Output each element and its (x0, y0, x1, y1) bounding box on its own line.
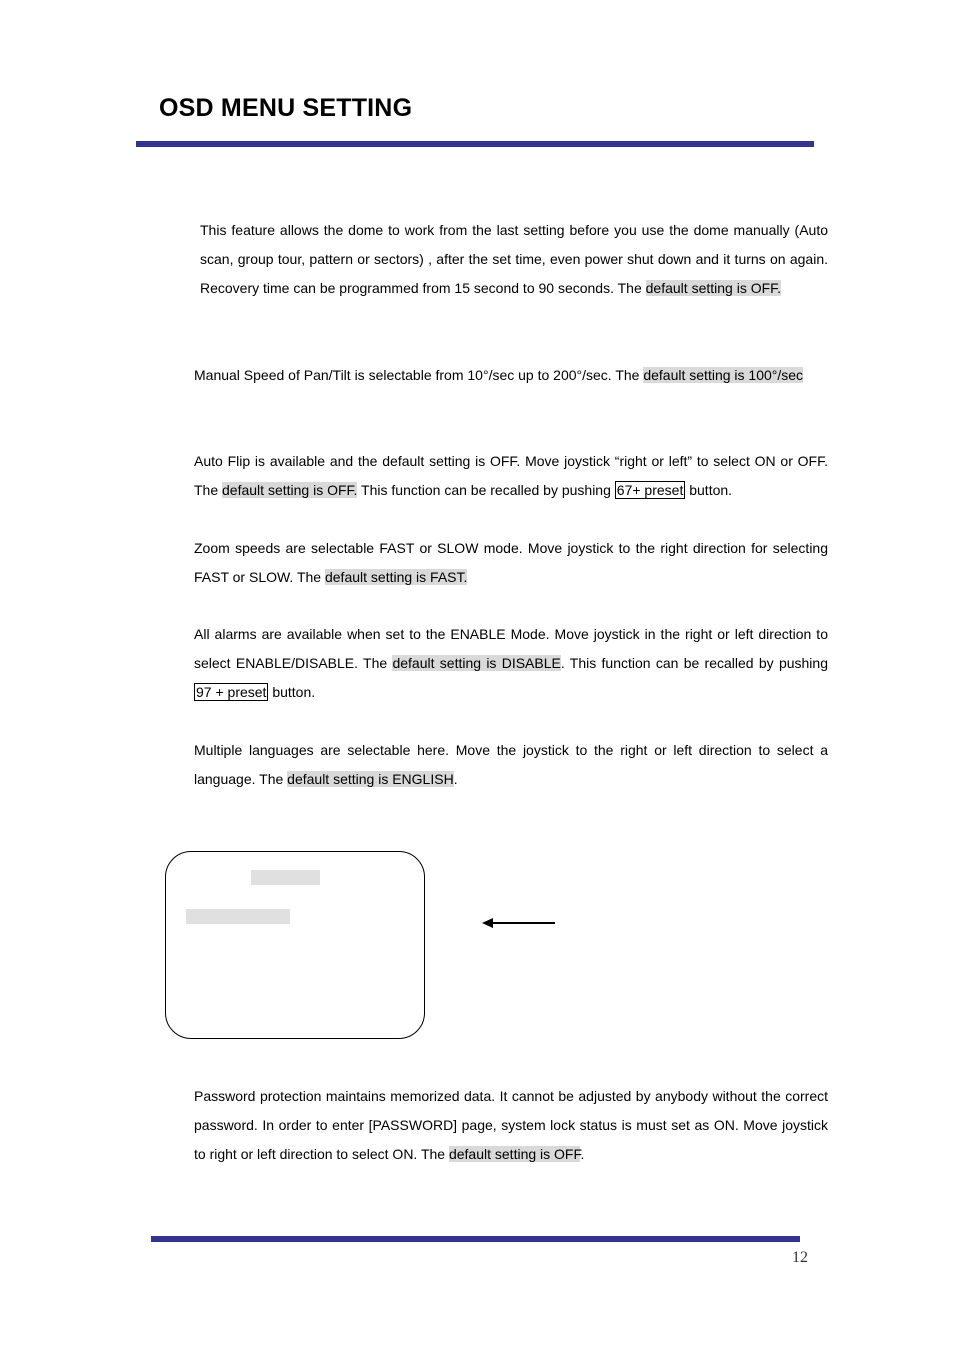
default-setting-highlight: default setting is DISABLE (392, 654, 561, 671)
section-recovery-text (200, 216, 828, 302)
text-run: Zoom speeds are selectable FAST or SLOW mode. Move joystick to the right direction for selecting FAST or SLOW. The (194, 540, 828, 585)
preset-command-box: 67+ preset (616, 481, 684, 498)
section-alarm-text (194, 620, 828, 706)
text-run: All alarms are available when set to the ENABLE Mode. Move joystick in the right or left direction to select ENABLE/DISABLE. The (194, 626, 828, 671)
osd-screen-illustration (165, 851, 425, 1039)
section-language-text (194, 736, 828, 794)
text-run: . (453, 770, 458, 787)
default-setting-highlight: default setting is OFF. (222, 481, 358, 498)
text-run: button. (685, 481, 733, 498)
text-run: This function can be recalled by pushing (357, 481, 615, 498)
osd-highlight-bar (186, 909, 290, 924)
text-run: Multiple languages are selectable here. Move the joystick to the right or left direction to select a language. The (194, 742, 828, 787)
text-run: Password protection maintains memorized data. It cannot be adjusted by anybody without the correct password. In order to enter [PASSWORD] page, system lock status is must set as ON. Move joystick to right or left direction to select ON. The (194, 1088, 828, 1162)
section-password-text (194, 1082, 828, 1168)
header-rule (136, 141, 814, 147)
section-zoom-speed-text (194, 534, 828, 592)
footer-rule (151, 1236, 800, 1242)
preset-command-box: 97 + preset (196, 683, 267, 700)
text-run: Auto Flip is available and the default setting is OFF. Move joystick “right or left” to select ON or OFF. The (194, 453, 828, 498)
default-setting-highlight: default setting is ENGLISH (287, 770, 454, 787)
text-run: . (580, 1145, 585, 1162)
text-run: button. (268, 683, 316, 700)
section-manual-speed-text (194, 361, 828, 390)
osd-highlight-bar (251, 870, 320, 885)
text-run: Manual Speed of Pan/Tilt is selectable from 10°/sec up to 200°/sec. The (194, 367, 644, 383)
default-setting-highlight: default setting is OFF. (645, 279, 782, 296)
text-run: . This function can be recalled by pushing (560, 654, 828, 671)
text-run: This feature allows the dome to work from the last setting before you use the dome manually (Auto scan, group tour, pattern or sectors) , after the set time, even power shut down and it turns on again. Recovery time can be programmed from 15 second to 90 seconds. The (200, 222, 828, 296)
default-setting-highlight: default setting is FAST. (324, 568, 468, 585)
default-setting-highlight: default setting is OFF (448, 1145, 581, 1162)
left-arrow-icon (480, 915, 558, 931)
section-auto-flip-text (194, 447, 828, 505)
default-setting-highlight: default setting is 100°/sec (643, 367, 804, 383)
page-title: OSD MENU SETTING (159, 94, 413, 122)
page-number: 12 (792, 1249, 808, 1266)
